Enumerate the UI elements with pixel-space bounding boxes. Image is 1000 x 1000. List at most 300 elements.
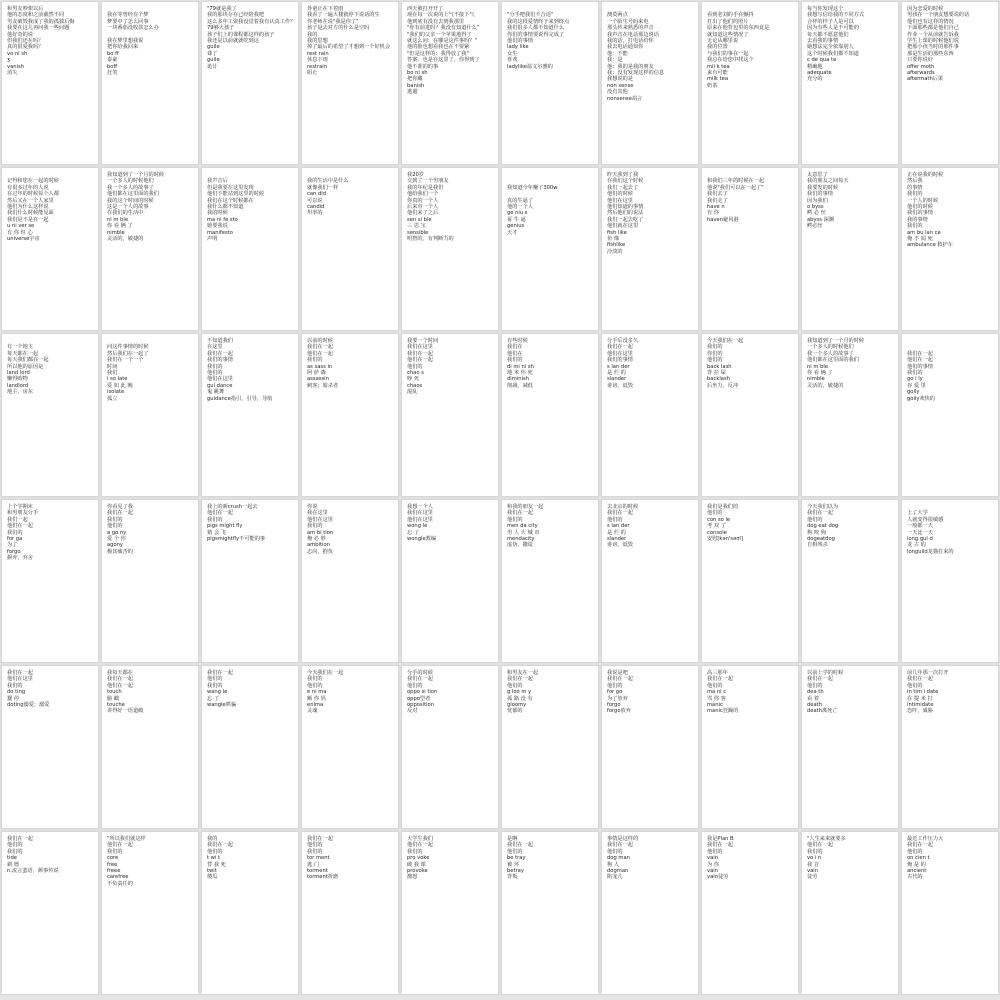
note-line: 我20岁 (407, 172, 424, 178)
note-line: fishlike (607, 242, 626, 249)
note-line: 我们在一起 (207, 842, 233, 849)
note-line: 有一个地主 (7, 344, 33, 351)
note-card (201, 1, 299, 165)
note-line: 我们在这个时候都在 (207, 197, 254, 204)
note-line: 我们是不是在一起 (7, 216, 49, 223)
note-card (201, 831, 299, 995)
note-line: enima (307, 702, 324, 709)
note-line: 他们在这里 (207, 376, 233, 383)
note-line: 但我们还在吗？ (7, 38, 44, 45)
note-line: 考 双 了 (707, 523, 726, 530)
note-card (701, 831, 799, 995)
note-line: 一天比一天 (907, 529, 933, 536)
note-line: 作业一个从前就告诉我 (907, 31, 959, 38)
note-line: vanish (7, 63, 24, 70)
note-line: 就像我们一样 (307, 184, 339, 191)
note-line: 破 我 课 (407, 861, 426, 868)
note-line: 讲得好一语道破 (107, 708, 144, 715)
note-line: adequate (807, 70, 832, 77)
note-line: in tim i date (907, 689, 939, 696)
note-line: 他们的 (507, 682, 523, 689)
note-line: 忧郁的 (507, 708, 523, 715)
note-line: 她想法完全依靠别人 (807, 44, 854, 51)
note-line: 我们在一起 (907, 842, 933, 849)
note-line: doting溺爱；溺爱 (7, 702, 50, 709)
note-line: 掉了最后的希望了才想到一个好机会 (307, 44, 391, 51)
note-line: e ni ma (307, 689, 327, 696)
note-line: 梦要中了怎么回事 (107, 18, 149, 25)
note-line: 我们在一起 (707, 676, 733, 683)
note-line: s lan der (607, 523, 630, 530)
note-line: 他们在一起 (207, 510, 233, 517)
note-line: dog man (607, 855, 630, 862)
note-line: chaos (407, 382, 423, 389)
note-line: go i ly (907, 376, 923, 383)
note-line: 他们的 (607, 516, 623, 523)
note-line: 我们在一起 (807, 676, 833, 683)
note-line: intimidate (907, 702, 934, 709)
note-line: banish (407, 82, 425, 89)
note-line: 他们的 (207, 370, 223, 377)
note-line: goily (907, 389, 920, 396)
note-line: restrain (307, 63, 327, 70)
note-line: 上了大学 (907, 510, 928, 517)
note-line: ge niu s (507, 210, 528, 217)
note-line: 我们的 (7, 682, 23, 689)
note-card (601, 333, 699, 497)
note-line: 与我们的事在一起 (707, 50, 749, 57)
note-line: 高三那年 (707, 670, 728, 676)
note-card (501, 333, 599, 497)
note-line: 我想写信给我的不同方式 (807, 12, 865, 19)
note-line: 他们在一起 (807, 842, 833, 849)
note-line: 男友破毁我成了我的孤独后悔 (7, 18, 75, 25)
note-line: 把你给我回来 (107, 44, 139, 51)
note-line: 我的生活中是什么 (307, 178, 349, 185)
note-line: dogman (607, 868, 629, 875)
note-line: tide (7, 855, 17, 862)
note-line: 有 你 恒 心 (7, 229, 33, 236)
note-line: 他们的 (807, 682, 823, 689)
note-line: 后来有一个人 (407, 204, 439, 211)
note-line: 骂 你 客 (707, 695, 726, 702)
note-line: 我们的 (307, 848, 323, 855)
note-line: 但是我要在这里发现 (207, 184, 254, 191)
note-line: 懒得购物 (7, 376, 28, 383)
note-line: assassin (307, 376, 329, 383)
note-line: 和男友吵架以后 (7, 6, 44, 12)
note-card (201, 167, 299, 331)
note-line: gui dance (207, 382, 233, 389)
note-card (101, 665, 199, 829)
note-line: 爱 个 你 (107, 536, 126, 543)
note-line: 为了放弃 (607, 695, 628, 702)
note-line: 反对 (407, 708, 418, 715)
note-line: 我们在一起 (607, 842, 633, 849)
note-line: 我们的 (7, 848, 23, 855)
note-line: 我们的 (407, 848, 423, 855)
note-line: 奶茶 (707, 82, 718, 89)
note-line: 事情是这样的 (607, 836, 639, 842)
note-line: be tray (507, 855, 526, 862)
note-line: 我在这里 (307, 510, 328, 517)
note-line: 我们在一起 (507, 676, 533, 683)
note-line: 他们在这里 (7, 676, 33, 683)
note-card (301, 333, 399, 497)
note-line: 一块番茄没收款怎么办 (107, 25, 159, 32)
note-line: 陷宠儿 (607, 874, 623, 881)
note-line: twit (207, 868, 217, 875)
note-line: 他们在一起 (407, 357, 433, 364)
note-line: 是啊 (507, 836, 518, 842)
note-line: "我们的父亲一个苹果地得了 (407, 31, 472, 38)
note-line: 有很多过年的人说 (7, 184, 49, 191)
note-card (401, 333, 499, 497)
note-line: t wi t (207, 855, 221, 862)
note-line: vain徒劳 (707, 874, 729, 881)
note-line: forgo放弃 (607, 708, 631, 715)
note-line: 我们在一起 (407, 350, 433, 357)
note-line: 忘 了 (207, 695, 220, 702)
note-line: 我们在一起 (307, 344, 333, 351)
note-line: 我们在一起 (507, 510, 533, 517)
note-line: 我在梦里想我说 (107, 38, 144, 45)
note-line: 我们在一起 (907, 350, 933, 357)
note-card (101, 499, 199, 663)
note-line: offer moth (907, 63, 935, 70)
note-line: genius (507, 223, 525, 230)
note-card (401, 831, 499, 995)
note-line: 我们的 (307, 357, 323, 364)
note-line: 我们走了 (707, 197, 728, 204)
note-line: 我什么都不知道 (207, 204, 244, 211)
note-line: 替 我 死 (207, 861, 226, 868)
note-line: 他们在这里 (607, 197, 633, 204)
note-line: 他们在一起 (307, 350, 333, 357)
note-line: 那头传来熟悉的声音 (607, 25, 654, 32)
note-line: a go ny (107, 529, 127, 536)
note-card (601, 1, 699, 165)
note-line: 以前上学的时候 (807, 670, 844, 676)
note-line: guidance指引，引导，导航 (207, 395, 273, 402)
note-line: 和我的朋友一起 (507, 504, 544, 510)
note-line: 你 看 俩 了 (807, 370, 833, 377)
note-line: 一个陌生号码来电 (607, 18, 649, 25)
note-line: o byss (807, 204, 824, 211)
note-card (401, 665, 499, 829)
note-line: 我们的 (207, 363, 223, 370)
note-line: 我声音后 (207, 178, 228, 185)
note-line: 爱 如 此 晚 (107, 382, 133, 389)
note-line: 他们都在这里面的我们 (807, 357, 859, 364)
note-line: 他们的 (607, 848, 623, 855)
note-line: 因为有些人是不可能的 (807, 25, 859, 32)
note-line: 他们就在这里 (607, 223, 639, 230)
note-line: u ni ver se (7, 223, 35, 230)
note-line: 精确地 (807, 63, 823, 70)
note-line: 逃 门 (307, 861, 320, 868)
note-line: 他们的 (707, 357, 723, 364)
note-line: 真的牛逼了 (507, 197, 533, 204)
note-line: 我一个多人的故事了 (807, 350, 854, 357)
note-line: nimble (107, 229, 125, 236)
note-line: dogeatdog (807, 536, 835, 543)
note-line: 我是Plan B (707, 836, 734, 842)
note-line: 下面那些都是他们自己 (907, 25, 959, 32)
note-line: 我：没有发现这样的信息 (607, 70, 665, 77)
note-line: 我们在一起 (7, 836, 33, 842)
note-line: vo ni sh (7, 50, 28, 57)
note-line: 我们的事情 (807, 191, 833, 198)
note-line: 灵活的，敏捷的 (807, 382, 844, 389)
note-line: 我们的 (907, 191, 923, 198)
note-line: have n (707, 204, 725, 211)
note-line: betray (507, 868, 524, 875)
note-line: di mi ni sh (507, 363, 534, 370)
note-card (1, 831, 99, 995)
note-card (401, 1, 499, 165)
note-line: nonsense胡言 (607, 95, 643, 102)
note-line: 我的事情 (907, 216, 928, 223)
note-card (701, 665, 799, 829)
note-line: 他们的 (407, 363, 423, 370)
note-line: bo ni sh (407, 70, 428, 77)
note-line: wangle哄骗 (207, 702, 237, 709)
note-line: 今天我们以为 (807, 504, 839, 510)
note-line: 有 你 (707, 210, 720, 217)
note-line: 我总在给您中找这个 (707, 57, 754, 64)
note-line: 我的话，打电话给你 (607, 38, 654, 45)
note-line: ni m ble (107, 216, 129, 223)
note-card (501, 499, 599, 663)
note-line: mendacity (507, 536, 535, 543)
note-line: 狗 人 (607, 861, 620, 868)
note-line: back lash (707, 363, 732, 370)
note-line: non sense (607, 82, 634, 89)
note-line: 我们的事情 (207, 357, 233, 364)
note-line: 我看了一遍大楼就停下说话的生 (307, 12, 380, 19)
note-line: 背叛 (507, 874, 518, 881)
note-line: 孩子是去对方的什么是空吗 (307, 25, 370, 32)
note-line: 我们在一起 (607, 676, 633, 683)
note-line: 每天都在一起 (7, 350, 39, 357)
note-line: 虚伪，撒谎 (507, 542, 533, 549)
note-card (401, 167, 499, 331)
note-line: forgo (7, 548, 21, 555)
note-line: 我还是以前就就吃到这 (207, 38, 259, 45)
note-line: guile (207, 44, 220, 51)
note-line: 他们的 (507, 848, 523, 855)
note-line: 可以说 (307, 197, 323, 204)
note-line: landlord (7, 382, 29, 389)
note-card (801, 1, 899, 165)
note-line: 我要发的时候 (807, 184, 839, 191)
note-line: 我们的 (107, 516, 123, 523)
note-line: boff (107, 63, 118, 70)
note-card (1, 167, 99, 331)
note-line: 我们 (107, 370, 118, 377)
note-line: death (807, 702, 822, 709)
note-line: 我们一起去吃了 (607, 216, 644, 223)
note-line: 正在说我的时候 (907, 172, 944, 178)
note-line: vain (707, 855, 718, 862)
note-line: 他们在一起 (907, 357, 933, 364)
note-line: 我知道到了一个月的时候 (807, 338, 865, 344)
note-card (101, 167, 199, 331)
note-line: 以前的时候 (307, 338, 333, 344)
note-line: 背 拉 屎 (707, 370, 726, 377)
note-line: 你 看 俩 了 (107, 223, 133, 230)
note-line: isolate (107, 389, 125, 396)
note-line: console (707, 529, 727, 536)
note-card (701, 333, 799, 497)
note-line: 看 着 (807, 695, 820, 702)
note-line: 然后他们的说法 (607, 210, 644, 217)
note-line: lady like (507, 44, 529, 51)
note-line: 他们的 (507, 516, 523, 523)
note-line: 狂笑 (107, 70, 118, 77)
note-line: 他们的 (107, 523, 123, 530)
note-line: 削减，减低 (507, 382, 533, 389)
note-line: 孤 路 没 有 (507, 695, 533, 702)
note-line: 他们的 (707, 682, 723, 689)
note-line: 我们在一起 (7, 670, 33, 676)
note-line: oppo型者 (407, 695, 431, 702)
note-line: 鳄 必 丝 (807, 210, 826, 217)
note-line: 猪 会 飞 (207, 529, 226, 536)
note-line: 我们的 (807, 848, 823, 855)
note-line: slander (607, 536, 627, 543)
note-line: 现在每一次说的上气不接下气 (407, 12, 475, 19)
note-line: mil k tea (707, 63, 730, 70)
note-line: 和男朋友分手 (7, 510, 39, 517)
note-line: 我们在一起 (407, 676, 433, 683)
note-line: gloomy (507, 702, 527, 709)
note-line: 他们的 (907, 682, 923, 689)
note-line: 鳄必丝 (807, 223, 823, 230)
note-line: 西天被打开开了 (407, 6, 444, 12)
note-line: sensible (407, 229, 429, 236)
note-line: 我们在一起 (507, 842, 533, 849)
note-line: opposition (407, 702, 435, 709)
note-line: 为 你 (707, 861, 720, 868)
note-line: aftermath后果 (907, 76, 944, 83)
note-line: 蠢 停 (7, 695, 20, 702)
note-card (101, 831, 199, 995)
note-line: torment折磨 (307, 874, 339, 881)
note-card (901, 665, 999, 829)
note-line: 真的很爱我吗？ (7, 44, 44, 51)
note-line: 龙 古 的 (907, 542, 926, 549)
note-line: 我要在这儿再问我一些问题 (7, 25, 70, 32)
note-line: 男孩在一个朋友想要说的话 (907, 12, 970, 19)
note-card (601, 831, 699, 995)
note-line: 我想一个人 (407, 504, 433, 510)
note-line: ancient (907, 868, 927, 875)
note-line: 她要我说 (207, 223, 228, 230)
note-line: 我们的事情 (607, 357, 633, 364)
note-line: agony (107, 542, 124, 549)
note-line: pro voke (407, 855, 430, 862)
note-card (601, 167, 699, 331)
note-line: con so le (707, 516, 731, 523)
note-card (501, 831, 599, 995)
note-line: 额 你 妈 (307, 695, 326, 702)
note-line: 三 思 宝 (407, 223, 426, 230)
note-line: "所以我们就这样 (107, 836, 146, 842)
note-line: 他们不能站到这里的时候 (207, 191, 265, 198)
note-line: 我们在这里 (407, 510, 433, 517)
note-line: 诽谤，诋毁 (607, 382, 633, 389)
note-line: 坦率的 (307, 210, 323, 217)
note-line: 他们为什么这样说 (7, 204, 49, 211)
note-line: i so late (107, 376, 128, 383)
note-line: 我们的 (307, 676, 323, 683)
note-card (201, 333, 299, 497)
note-line: backlash (707, 376, 730, 383)
note-line: "人生来来就要多 (807, 836, 846, 842)
note-line: 我们在这里 (407, 344, 433, 351)
note-line: on cien t (907, 855, 930, 862)
note-line: "79就是我了 (207, 6, 237, 12)
note-line: "分手吧我们不合适" (507, 12, 554, 19)
note-card (801, 167, 899, 331)
note-line: torment (307, 868, 328, 875)
note-line: 你真的一个人 (407, 197, 439, 204)
note-line: 只要你说好 (907, 57, 933, 64)
note-line: 他们的事情 (507, 38, 533, 45)
note-line: manic狂躁的 (707, 708, 739, 715)
note-line: s lan der (607, 363, 630, 370)
note-line: 俺 必 胜 (307, 536, 326, 543)
note-line: 古代的 (907, 874, 923, 881)
note-line: 泰豪 (107, 57, 118, 64)
note-line: 天才 (507, 229, 518, 236)
note-line: 声明 (207, 236, 218, 243)
note-line: 我们的 (107, 848, 123, 855)
note-line: 他们也有这样的情况 (907, 18, 954, 25)
note-line: 因为恋爱的时候 (907, 6, 944, 12)
note-line: 不负责任的 (107, 880, 133, 887)
note-line: 他们的 (807, 516, 823, 523)
note-line: 去北京的时候 (607, 504, 639, 510)
note-line: 上个学期末 (7, 504, 33, 510)
note-line: men da city (507, 523, 538, 530)
note-line: 他不准的的事 (407, 63, 439, 70)
note-line: 你看见了我 (107, 504, 133, 510)
note-line: 我们的 (507, 357, 523, 364)
note-line: 为了 (7, 542, 18, 549)
note-card (901, 499, 999, 663)
note-line: 在我们这个时候 (607, 178, 644, 185)
note-line: 偷 戳 (107, 695, 120, 702)
note-line: 我的 (307, 31, 318, 38)
note-line: 有些时候 (507, 338, 528, 344)
note-line: 冷淡的 (607, 248, 623, 255)
note-line: manifesto (207, 229, 233, 236)
note-line: 把那小孩当时的那件事 (907, 44, 959, 51)
note-line: 我们在一个一个 (107, 357, 144, 364)
note-line: 他的态度和之前截然不同 (7, 12, 65, 19)
note-line: 一个人的时候 (907, 197, 939, 204)
note-line: 聋了 (207, 50, 218, 57)
note-line: rest rain (307, 50, 329, 57)
note-card (801, 665, 899, 829)
note-line: 我的位置 (707, 44, 728, 51)
note-line: 我知道到了一个月的时候 (107, 172, 165, 178)
note-line: 他好奇的说 (7, 31, 33, 38)
note-line: 逃避 (407, 89, 418, 96)
